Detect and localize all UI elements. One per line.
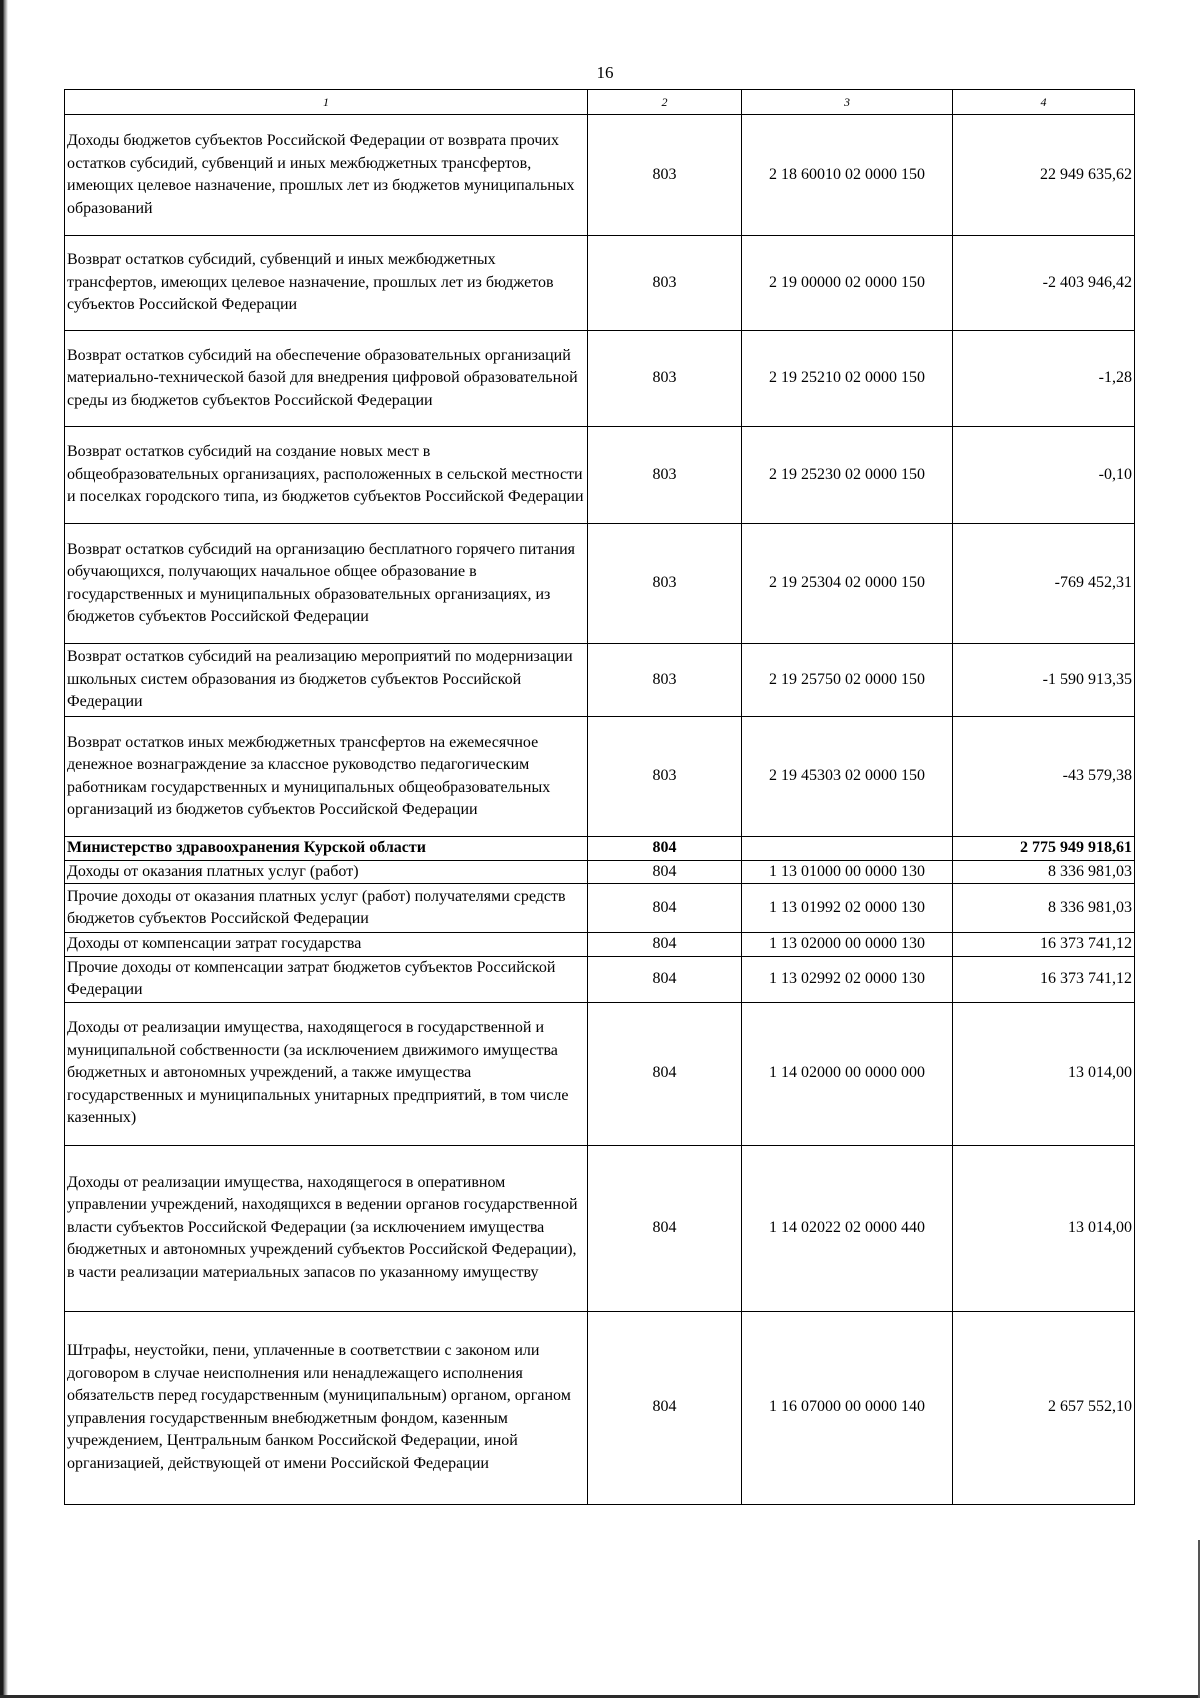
amount-cell: 16 373 741,12 [953,933,1135,957]
table-row [65,115,1135,236]
table-row [65,837,1135,861]
budget-classification-code-cell: 1 13 01992 02 0000 130 [742,884,953,933]
amount-cell: 8 336 981,03 [953,860,1135,884]
budget-classification-code-cell [742,837,953,861]
revenue-name-cell: Штрафы, неустойки, пени, уплаченные в соответствии с законом или договором в случае неисполнения или ненадлежащего исполнения обязательств перед государственным (муниципальным) органом, органом управления государственным внебюджетным фондом, казенным учреждением, Центральным банком Российской Федерации, иной организацией, действующей от имени Российской Федерации [65,1311,588,1504]
table-row [65,1002,1135,1145]
table-row [65,644,1135,717]
admin-code-cell: 803 [588,331,742,427]
admin-code-cell: 804 [588,837,742,861]
revenue-table [64,89,1135,1505]
revenue-name-cell: Возврат остатков субсидий на реализацию мероприятий по модернизации школьных систем образования из бюджетов субъектов Российской Федерации [65,644,588,717]
table-row [65,884,1135,933]
admin-code-cell: 804 [588,1002,742,1145]
revenue-name-cell: Доходы от реализации имущества, находящегося в государственной и муниципальной собственности (за исключением движимого имущества бюджетных и автономных учреждений, а также имущества государственных и муниципальных унитарных предприятий, в том числе казенных) [65,1002,588,1145]
admin-code-cell: 803 [588,115,742,236]
table-row [65,427,1135,524]
budget-classification-code-cell: 1 13 02992 02 0000 130 [742,956,953,1002]
column-header: 4 [953,90,1135,115]
amount-cell: 2 775 949 918,61 [953,837,1135,861]
scan-edge-left [0,0,8,1698]
revenue-name-cell: Прочие доходы от оказания платных услуг (работ) получателями средств бюджетов субъектов Российской Федерации [65,884,588,933]
table-row [65,1311,1135,1504]
budget-classification-code-cell: 2 19 25304 02 0000 150 [742,524,953,644]
amount-cell: -0,10 [953,427,1135,524]
table-row [65,956,1135,1002]
amount-cell: 16 373 741,12 [953,956,1135,1002]
admin-code-cell: 803 [588,717,742,837]
revenue-name-cell: Министерство здравоохранения Курской области [65,837,588,861]
amount-cell: 2 657 552,10 [953,1311,1135,1504]
budget-classification-code-cell: 1 13 01000 00 0000 130 [742,860,953,884]
table-row [65,1145,1135,1311]
budget-classification-code-cell: 2 19 25750 02 0000 150 [742,644,953,717]
admin-code-cell: 804 [588,884,742,933]
admin-code-cell: 804 [588,956,742,1002]
page-number: 16 [596,63,614,82]
admin-code-cell: 804 [588,1145,742,1311]
revenue-name-cell: Доходы от реализации имущества, находящегося в оперативном управлении учреждений, находящихся в ведении органов государственной власти субъектов Российской Федерации (за исключением имущества бюджетных и автономных учреждений субъектов Российской Федерации), в части реализации материальных запасов по указанному имуществу [65,1145,588,1311]
budget-classification-code-cell: 2 19 45303 02 0000 150 [742,717,953,837]
column-header: 2 [588,90,742,115]
amount-cell: 13 014,00 [953,1002,1135,1145]
revenue-name-cell: Прочие доходы от компенсации затрат бюджетов субъектов Российской Федерации [65,956,588,1002]
revenue-name-cell: Доходы бюджетов субъектов Российской Федерации от возврата прочих остатков субсидий, субвенций и иных межбюджетных трансфертов, имеющих целевое назначение, прошлых лет из бюджетов муниципальных образований [65,115,588,236]
budget-classification-code-cell: 2 18 60010 02 0000 150 [742,115,953,236]
admin-code-cell: 803 [588,644,742,717]
admin-code-cell: 803 [588,236,742,331]
revenue-name-cell: Возврат остатков иных межбюджетных трансфертов на ежемесячное денежное вознаграждение за классное руководство педагогическим работникам государственных и муниципальных общеобразовательных организаций из бюджетов субъектов Российской Федерации [65,717,588,837]
column-header: 3 [742,90,953,115]
admin-code-cell: 804 [588,860,742,884]
table-header-row [65,90,1135,115]
amount-cell: 13 014,00 [953,1145,1135,1311]
revenue-name-cell: Возврат остатков субсидий на обеспечение образовательных организаций материально-технической базой для внедрения цифровой образовательной среды из бюджетов субъектов Российской Федерации [65,331,588,427]
amount-cell: -769 452,31 [953,524,1135,644]
table-row [65,717,1135,837]
table-row [65,860,1135,884]
admin-code-cell: 803 [588,427,742,524]
admin-code-cell: 803 [588,524,742,644]
revenue-name-cell: Возврат остатков субсидий на создание новых мест в общеобразовательных организациях, расположенных в сельской местности и поселках городского типа, из бюджетов субъектов Российской Федерации [65,427,588,524]
table-row [65,236,1135,331]
admin-code-cell: 804 [588,933,742,957]
amount-cell: -1 590 913,35 [953,644,1135,717]
budget-classification-code-cell: 2 19 25230 02 0000 150 [742,427,953,524]
revenue-name-cell: Возврат остатков субсидий на организацию бесплатного горячего питания обучающихся, получающих начальное общее образование в государственных и муниципальных образовательных организациях, из бюджетов субъектов Российской Федерации [65,524,588,644]
budget-classification-code-cell: 1 16 07000 00 0000 140 [742,1311,953,1504]
budget-classification-code-cell: 1 13 02000 00 0000 130 [742,933,953,957]
budget-classification-code-cell: 1 14 02000 00 0000 000 [742,1002,953,1145]
table-row [65,331,1135,427]
table-row [65,524,1135,644]
amount-cell: -43 579,38 [953,717,1135,837]
amount-cell: 8 336 981,03 [953,884,1135,933]
budget-classification-code-cell: 2 19 25210 02 0000 150 [742,331,953,427]
amount-cell: -1,28 [953,331,1135,427]
column-header: 1 [65,90,588,115]
amount-cell: -2 403 946,42 [953,236,1135,331]
revenue-name-cell: Возврат остатков субсидий, субвенций и иных межбюджетных трансфертов, имеющих целевое назначение, прошлых лет из бюджетов субъектов Российской Федерации [65,236,588,331]
budget-classification-code-cell: 1 14 02022 02 0000 440 [742,1145,953,1311]
table-row [65,933,1135,957]
budget-classification-code-cell: 2 19 00000 02 0000 150 [742,236,953,331]
admin-code-cell: 804 [588,1311,742,1504]
amount-cell: 22 949 635,62 [953,115,1135,236]
revenue-name-cell: Доходы от оказания платных услуг (работ) [65,860,588,884]
revenue-name-cell: Доходы от компенсации затрат государства [65,933,588,957]
